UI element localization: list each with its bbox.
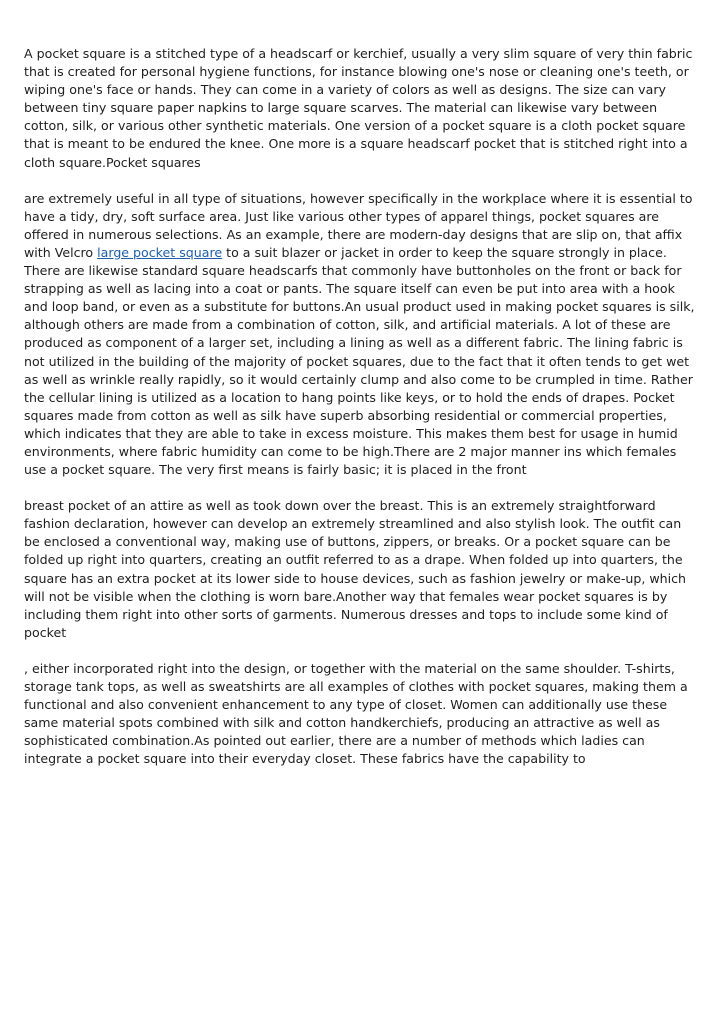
paragraph-1: A pocket square is a stitched type of a headscarf or kerchief, usually a very slim square of very thin fabric that is created for personal hygiene functions, for instance blowing one's nose or cleaning one's teeth, or wiping one's face or hands. They can come in a variety of colors as well as designs. The size can vary between tiny square paper napkins to large square scarves. The material can likewise vary between cotton, silk, or various other synthetic materials. One version of a pocket square is a cloth pocket square that is meant to be endured the knee. One more is a square headscarf pocket that is stitched right into a cloth square.Pocket squares: [24, 46, 693, 170]
paragraph-2: [24, 190, 699, 480]
paragraph-2-text-end: to a suit blazer or jacket in order to keep the square strongly in place. There are likewise standard square headscarfs that commonly have buttonholes on the front or back for strapping as well as lacing into a coat or pants. The square itself can even be put into area with a hook and loop band, or even as a substitute for buttons.An usual product used in making pocket squares is silk, although others are made from a combination of cotton, silk, and artificial materials. A lot of these are produced as component of a larger set, including a lining as well as a different fabric. The lining fabric is not utilized in the building of the majority of pocket squares, due to the fact that it often tends to get wet as well as wrinkle really rapidly, so it would certainly clump and also come to be crumpled in time. Rather the cellular lining is utilized as a location to hang points like keys, or to hold the ends of drapes. Pocket squares made from cotton as well as silk have superb absorbing residential or commercial properties, which indicates that they are able to take in excess moisture. This makes them best for usage in humid environments, where fabric humidity can come to be high.There are 2 major manner ins which females use a pocket square. The very first means is fairly basic; it is placed in the front: [24, 244, 695, 478]
paragraph-2-text-start: are extremely useful in all type of situations, however specifically in the workplace where it is essential to have a tidy, dry, soft surface area. Just like various other types of apparel things, pocket squares are offered in numerous selections. As an example, there are modern-day designs that are slip on, that affix with Velcro: [24, 190, 693, 260]
large-pocket-square-link[interactable]: large pocket square: [97, 244, 223, 260]
document-body: [24, 45, 699, 768]
paragraph-4: , either incorporated right into the design, or together with the material on the same shoulder. T-shirts, storage tank tops, as well as sweatshirts are all examples of clothes with pocket squares, making them a functional and also convenient enhancement to any type of closet. Women can additionally use these same material spots combined with silk and cotton handkerchiefs, producing an attractive as well as sophisticated combination.As pointed out earlier, there are a number of methods which ladies can integrate a pocket square into their everyday closet. These fabrics have the capability to: [24, 660, 688, 767]
paragraph-3: breast pocket of an attire as well as took down over the breast. This is an extremely straightforward fashion declaration, however can develop an extremely streamlined and also stylish look. The outfit can be enclosed a conventional way, making use of buttons, zippers, or breaks. Or a pocket square can be folded up right into quarters, creating an outfit referred to as a drape. When folded up into quarters, the square has an extra pocket at its lower side to house devices, such as fashion jewelry or make-up, which will not be visible when the clothing is worn bare.Another way that females wear pocket squares is by including them right into other sorts of garments. Numerous dresses and tops to include some kind of pocket: [24, 498, 687, 640]
